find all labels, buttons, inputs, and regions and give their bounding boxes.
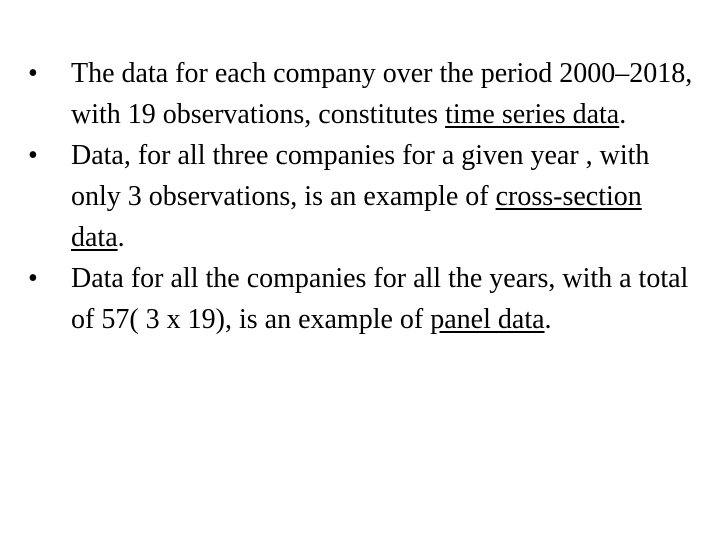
term-time-series-data: time series data	[445, 99, 620, 130]
bullet-item-time-series	[28, 53, 698, 135]
bullet-icon: •	[28, 58, 38, 89]
term-panel-data: panel data	[430, 304, 545, 335]
bullet-item-panel	[28, 258, 698, 340]
bullet-punctuation: .	[544, 304, 552, 335]
bullet-item-cross-section	[28, 135, 698, 258]
bullet-text: Data for all the companies for all the years, with a total of 57( 3 x 19), is an example of	[71, 263, 689, 335]
bullet-icon: •	[28, 140, 38, 171]
bullet-icon: •	[28, 263, 38, 294]
bullet-list	[28, 53, 698, 340]
bullet-text: The data for each company over the period 2000–2018, with 19 observations, constitutes	[71, 58, 693, 130]
bullet-punctuation: .	[619, 99, 627, 130]
term-cross-section-data: cross-section data	[71, 181, 642, 253]
bullet-text: Data, for all three companies for a given year , with only 3 observations, is an example of	[71, 140, 650, 212]
bullet-punctuation: .	[117, 222, 125, 253]
